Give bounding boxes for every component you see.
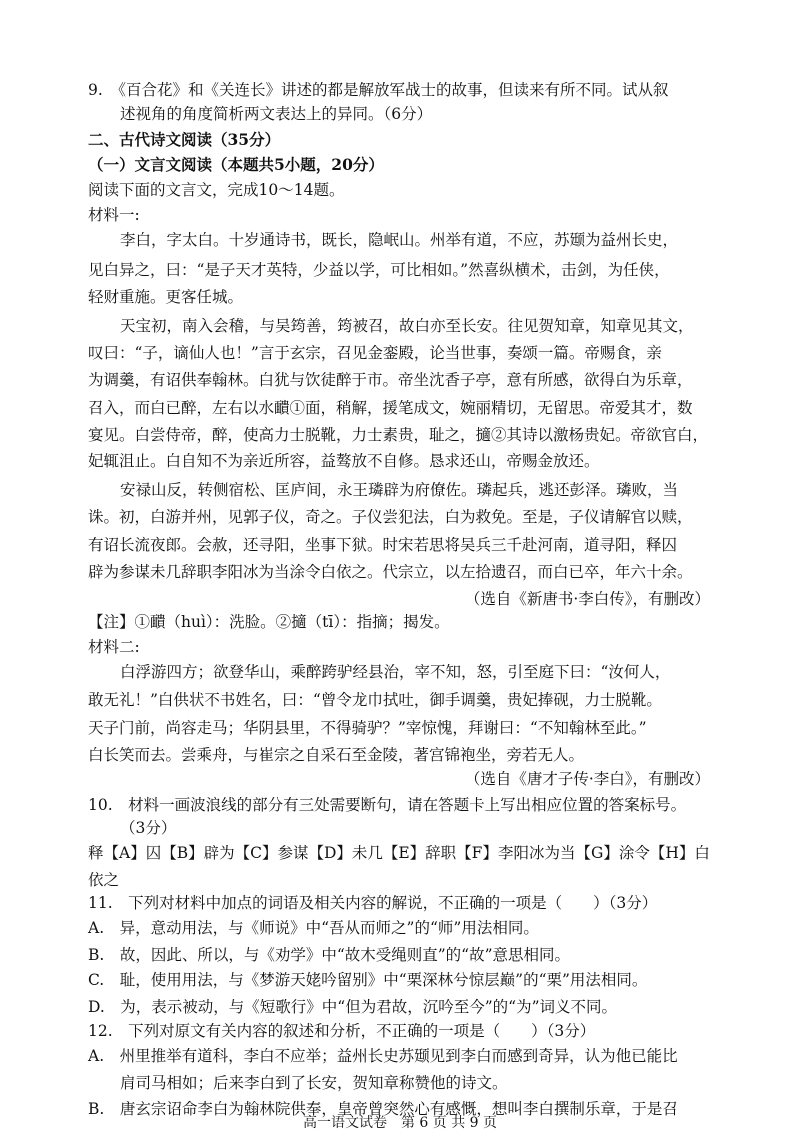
page-footer: 高一语文试卷 第 6 页 共 9 页: [302, 1115, 498, 1131]
text-line: 12. 下列对原文有关内容的叙述和分析，不正确的一项是（ ）（3分）: [88, 1022, 596, 1040]
text-line: 10. 材料一画波浪线的部分有三处需要断句，请在答题卡上写出相应位置的答案标号。: [88, 796, 687, 814]
text-line: 释【A】囚【B】辟为【C】参谋【D】未几【E】辞职【F】李阳冰为当【G】涂令【H】白: [88, 844, 710, 862]
text-line: B. 故，因此、所以，与《劝学》中“故木受绳则直”的“故”意思相同。: [88, 946, 571, 964]
text-line: （一）文言文阅读（本题共5小题，20分）: [88, 155, 384, 174]
text-line: 天子门前，尚容走马；华阴县里，不得骑驴？”宰惊愧，拜谢曰：“不知翰林至此。”: [88, 719, 647, 737]
text-line: 召入，而白已醉，左右以水靧①面，稍解，援笔成文，婉丽精切，无留思。帝爱其才，数: [88, 399, 693, 417]
text-line: 诛。初，白游并州，见郭子仪，奇之。子仪尝犯法，白为救免。至是，子仪请解官以赎，: [88, 508, 693, 526]
text-line: 9. 《百合花》和《关连长》讲述的都是解放军战士的故事，但读来有所不同。试从叙: [88, 81, 669, 99]
text-line: 材料二:: [88, 638, 140, 656]
text-line: （3分）: [120, 819, 177, 837]
text-line: （选自《唐才子传·李白》，有删改）: [464, 770, 710, 788]
text-line: 述视角的角度简析两文表达上的异同。（6分）: [120, 105, 433, 123]
text-line: 白浮游四方；欲登华山，乘醉跨驴经县治，宰不知，怒，引至庭下曰：“汝何人，: [120, 663, 671, 681]
text-line: 见白异之，曰：“是子天才英特，少益以学，可比相如。”然喜纵横术，击剑，为任侠，: [88, 261, 670, 279]
text-line: 白长笑而去。尝乘舟，与崔宗之自采石至金陵，著宫锦袍坐，旁若无人。: [88, 746, 585, 764]
text-line: D. 为，表示被动，与《短歌行》中“但为君故，沉吟至今”的“为”词义不同。: [88, 998, 618, 1016]
text-line: 宴见。白尝侍帝，醉，使高力士脱靴，力士素贵，耻之，擿②其诗以激杨贵妃。帝欲官白，: [88, 426, 709, 444]
text-line: 二、古代诗文阅读（35分）: [88, 130, 281, 149]
text-line: 为调羹，有诏供奉翰林。白犹与饮徒醉于市。帝坐沈香子亭，意有所感，欲得白为乐章，: [88, 371, 693, 389]
text-line: 11. 下列对材料中加点的词语及相关内容的解说，不正确的一项是（ ）（3分）: [88, 894, 658, 912]
text-line: 材料一:: [88, 206, 140, 224]
text-line: 依之: [88, 871, 120, 889]
text-line: A. 州里推举有道科，李白不应举；益州长史苏颋见到李白而感到奇异，认为他已能比: [88, 1047, 678, 1065]
text-line: 有诏长流夜郎。会赦，还寻阳，坐事下狱。时宋若思将吴兵三千赴河南，道寻阳，释囚: [88, 536, 678, 554]
text-line: B. 唐玄宗诏命李白为翰林院供奉，皇帝曾突然心有感慨，想叫李白撰制乐章，于是召: [88, 1100, 678, 1118]
text-line: 肩司马相如；后来李白到了长安，贺知章称赞他的诗文。: [120, 1074, 508, 1092]
text-line: 叹曰：“子，谪仙人也！”言于玄宗，召见金銮殿，论当世事，奏颂一篇。帝赐食，亲: [88, 344, 662, 362]
text-line: 妃辄沮止。白自知不为亲近所容，益骜放不自修。恳求还山，帝赐金放还。: [88, 452, 600, 470]
text-line: 阅读下面的文言文，完成10～14题。: [88, 181, 345, 199]
text-line: 轻财重施。更客任城。: [88, 288, 244, 306]
text-line: （选自《新唐书·李白传》，有删改）: [464, 590, 710, 608]
text-line: 敢无礼！”白供状不书姓名，曰：“曾令龙巾拭吐，御手调羹，贵妃捧砚，力士脱靴。: [88, 691, 662, 709]
text-line: 【注】①靧（huì）：洗脸。②擿（tī）：指摘；揭发。: [88, 613, 450, 631]
text-line: C. 耻，使用用法，与《梦游天姥吟留别》中“栗深林兮惊层巅”的“栗”用法相同。: [88, 971, 648, 989]
text-line: A. 异，意动用法，与《师说》中“吾从而师之”的“师”用法相同。: [88, 919, 539, 937]
text-line: 安禄山反，转侧宿松、匡庐间，永王璘辟为府僚佐。璘起兵，逃还彭泽。璘败，当: [120, 481, 679, 499]
text-line: 李白，字太白。十岁通诗书，既长，隐岷山。州举有道，不应，苏颋为益州长史，: [120, 231, 679, 249]
text-line: 辟为参谋未几辞职李阳冰为当涂令白依之。代宗立，以左拾遗召，而白已卒，年六十余。: [88, 563, 693, 581]
text-line: 天宝初，南入会稽，与吴筠善，筠被召，故白亦至长安。往见贺知章，知章见其文，: [120, 317, 694, 335]
